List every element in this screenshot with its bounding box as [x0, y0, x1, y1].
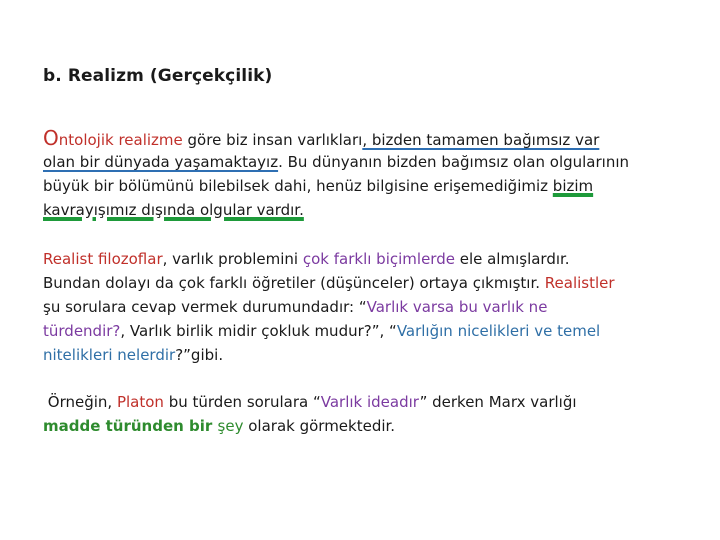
text-line — [43, 198, 693, 222]
text-span: . Bu dünyanın bizden bağımsız olan olgularının — [278, 153, 630, 171]
text-line — [43, 390, 693, 414]
question-1: Varlık varsa bu varlık ne — [366, 298, 548, 316]
question-3: Varlığın nicelikleri ve temel — [396, 322, 601, 340]
text-line — [43, 150, 693, 174]
text-line — [43, 414, 693, 438]
term-realist-filozoflar: Realist filozoflar — [43, 250, 163, 268]
text-span: büyük bir bölümünü bilebilsek dahi, henüz bilgisine erişemediğimiz — [43, 177, 553, 195]
question-1-end: türdendir? — [43, 322, 121, 340]
text-line — [43, 174, 693, 198]
question-3-end: nitelikleri nelerdir — [43, 346, 176, 364]
text-span: şu sorulara cevap vermek durumundadır: “ — [43, 298, 367, 316]
paragraph-example — [43, 390, 693, 438]
text-span: bu türden sorulara “ — [163, 393, 321, 411]
text-span: olarak görmektedir. — [243, 417, 396, 435]
term-platon: Platon — [116, 393, 164, 411]
text-line — [43, 295, 693, 319]
text-span: ?”gibi. — [175, 346, 224, 364]
underlined-phrase-green: bizim — [552, 177, 594, 195]
text-span: göre biz insan varlıkları — [182, 131, 363, 149]
term-ontolojik-realizm: ntolojik realizme — [58, 131, 183, 149]
text-span: ” derken Marx varlığı — [419, 393, 577, 411]
underlined-phrase: olan bir dünyada yaşamaktayız — [43, 153, 279, 171]
text-span: ele almışlardır. — [454, 250, 570, 268]
text-span: Örneğin, — [43, 393, 117, 411]
text-span: , varlık problemini — [162, 250, 303, 268]
text-line — [43, 247, 693, 271]
text-span: , Varlık birlik midir çokluk mudur?”, “ — [120, 322, 397, 340]
text-span: Bundan dolayı da çok farklı öğretiler (düşünceler) ortaya çıkmıştır. — [43, 274, 545, 292]
slide-heading: b. Realizm (Gerçekçilik) — [43, 66, 273, 86]
paragraph-ontological-realism — [43, 126, 693, 222]
text-line — [43, 319, 693, 343]
paragraph-realist-philosophers — [43, 247, 693, 367]
text-line — [43, 343, 693, 367]
text-line — [43, 271, 693, 295]
drop-letter: O — [43, 126, 59, 150]
term-sey: şey — [217, 417, 244, 435]
quote-varlik-ideadir: Varlık ideadır — [320, 393, 420, 411]
term-realistler: Realistler — [544, 274, 615, 292]
underlined-phrase: , bizden tamamen bağımsız var — [362, 131, 600, 149]
term-farkli-bicimler: çok farklı biçimlerde — [302, 250, 455, 268]
term-madde-turu: madde türünden bir — [43, 417, 218, 435]
underlined-phrase-green: kavrayışımız dışında olgular vardır. — [43, 201, 304, 219]
text-line — [43, 126, 693, 150]
